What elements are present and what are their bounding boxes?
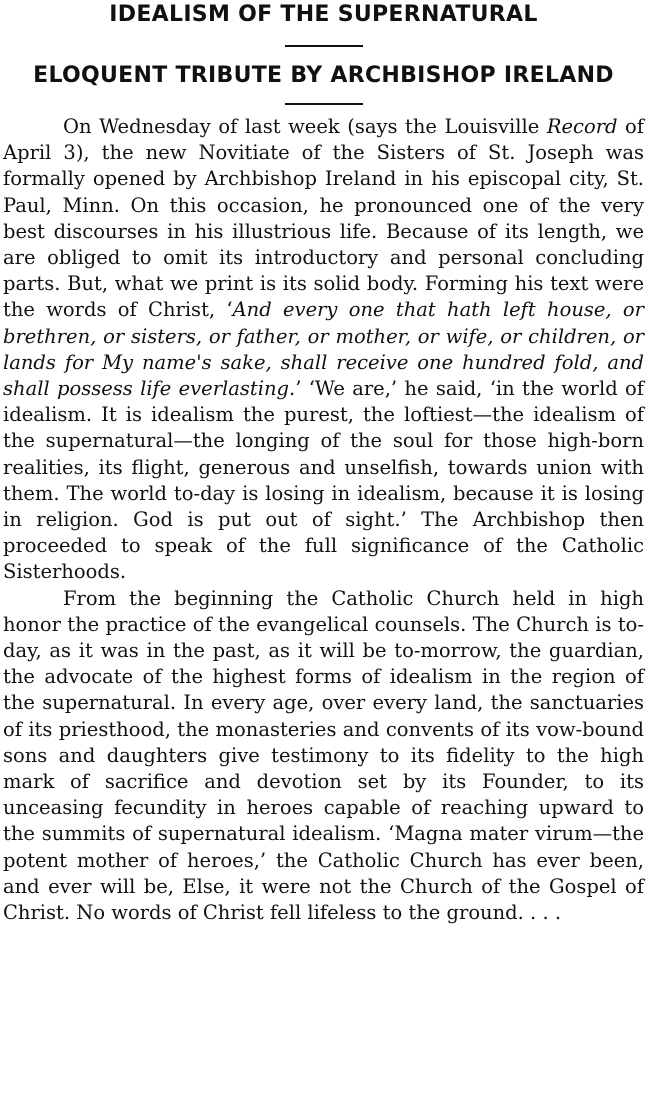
title-divider — [285, 45, 363, 47]
subtitle-divider — [285, 103, 363, 105]
paragraph-1-part-3: of April 3), the new Novitiate of the Sisters of St. Joseph was formally opened by Archbishop Ireland in his episcopal city, St. Paul, Minn. On this occasion, he pronounced one of the very best discourses in his illustrious life. Because of its length, we are obliged to omit its introductory and personal concluding parts. But, what we print is its solid body. Forming his text were the words of Christ, ‘ — [3, 115, 645, 322]
scripture-quote: And every one that hath left house, or brethren, or sisters, or father, or mother, or wife, or children, or lands for My name's sake, shall receive one hundred fold, and shall possess life everlasting. — [3, 298, 644, 401]
paragraph-1-part-5: ’ ‘We are,’ he said, ‘in the world of idealism. It is idealism the purest, the loftiest—the idealism of the supernatural—the longing of the soul for those high-born realities, its flight, generous and unselfish, towards union with them. The world to-day is losing in idealism, because it is losing in religion. God is put out of sight.’ The Archbishop then proceeded to speak of the full significance of the Catholic Sisterhoods. — [3, 377, 644, 584]
paragraph-1-part-1: On Wednesday of last week (says the Louisville — [63, 115, 547, 138]
paragraph-2: From the beginning the Catholic Church held in high honor the practice of the evangelical counsels. The Church is to-day, as it was in the past, as it will be to-morrow, the guardian, the advocate of the highest forms of idealism in the region of the supernatural. In every age, over every land, the sanctuaries of its priesthood, the monasteries and convents of its vow-bound sons and daughters give testimony to its fidelity to the high mark of sacrifice and devotion set by its Founder, to its unceasing fecundity in heroes capable of reaching upward to the summits of supernatural idealism. ‘Magna mater virum—the potent mother of heroes,’ the Catholic Church has ever been, and ever will be, Else, it were not the Church of the Gospel of Christ. No words of Christ fell lifeless to the ground. . . . — [3, 586, 644, 925]
paragraph-1 — [3, 114, 644, 586]
article-title: IDEALISM OF THE SUPERNATURAL — [109, 2, 538, 27]
article-subtitle: ELOQUENT TRIBUTE BY ARCHBISHOP IRELAND — [33, 63, 614, 88]
newspaper-name: Record — [546, 115, 618, 138]
article-body — [3, 114, 644, 926]
